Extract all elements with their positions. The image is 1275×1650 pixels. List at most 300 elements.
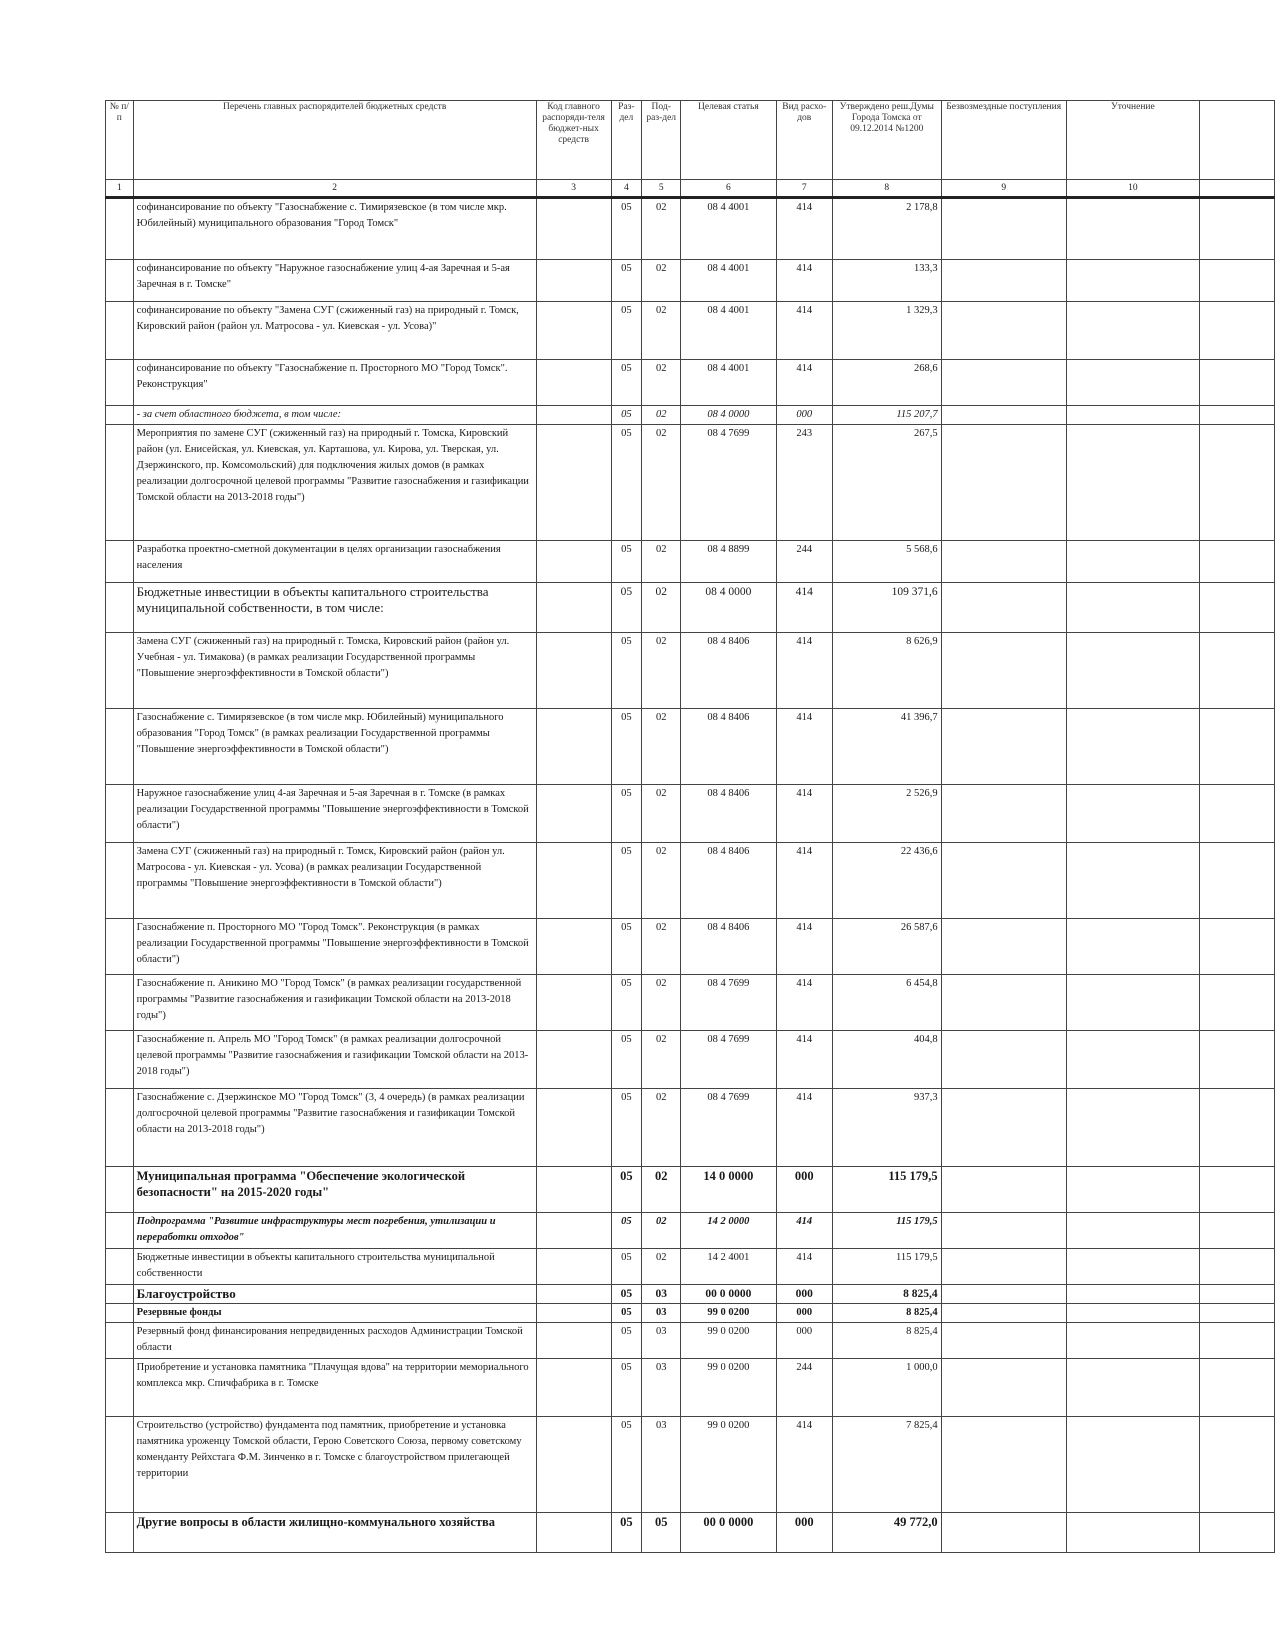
cell-podrazdel: 03 (642, 1285, 681, 1304)
budget-table (105, 100, 1275, 1553)
cell-amount: 404,8 (832, 1031, 941, 1089)
cell-expense-type: 414 (776, 302, 832, 360)
cell-podrazdel: 02 (642, 583, 681, 633)
cell-free-receipts (941, 919, 1066, 975)
cell-extra (1200, 709, 1275, 785)
cell-razdel: 05 (611, 1089, 642, 1167)
cell-free-receipts (941, 1249, 1066, 1285)
cell-target-article: 08 4 8899 (681, 541, 776, 583)
cell-free-receipts (941, 260, 1066, 302)
cell-extra (1200, 360, 1275, 406)
cell-podrazdel: 02 (642, 198, 681, 260)
cell-razdel: 05 (611, 1031, 642, 1089)
cell-expense-type: 414 (776, 975, 832, 1031)
cell-code (536, 919, 611, 975)
col-num: 8 (832, 180, 941, 198)
cell-refinement (1066, 843, 1199, 919)
cell-name: Резервный фонд финансирования непредвиденных расходов Администрации Томской области (133, 1323, 536, 1359)
cell-refinement (1066, 260, 1199, 302)
cell-target-article: 08 4 7699 (681, 425, 776, 541)
cell-refinement (1066, 1031, 1199, 1089)
cell-extra (1200, 1513, 1275, 1553)
cell-code (536, 843, 611, 919)
table-row (106, 541, 1275, 583)
cell-amount: 268,6 (832, 360, 941, 406)
table-row (106, 1304, 1275, 1323)
cell-podrazdel: 02 (642, 406, 681, 425)
cell-free-receipts (941, 633, 1066, 709)
cell-free-receipts (941, 709, 1066, 785)
cell-name: Подпрограмма "Развитие инфраструктуры мест погребения, утилизации и переработки отходов" (133, 1213, 536, 1249)
cell-amount: 5 568,6 (832, 541, 941, 583)
header-expense-type: Вид расхо-дов (776, 101, 832, 180)
cell-refinement (1066, 919, 1199, 975)
cell-free-receipts (941, 1285, 1066, 1304)
cell-free-receipts (941, 1323, 1066, 1359)
cell-extra (1200, 1417, 1275, 1513)
cell-expense-type: 414 (776, 360, 832, 406)
table-row (106, 843, 1275, 919)
cell-expense-type: 414 (776, 785, 832, 843)
cell-name: Другие вопросы в области жилищно-коммунального хозяйства (133, 1513, 536, 1553)
cell-number (106, 1304, 134, 1323)
header-approved: Утверждено реш.Думы Города Томска от 09.12.2014 №1200 (832, 101, 941, 180)
cell-number (106, 406, 134, 425)
cell-razdel: 05 (611, 843, 642, 919)
cell-razdel: 05 (611, 360, 642, 406)
cell-name: Газоснабжение с. Тимирязевское (в том числе мкр. Юбилейный) муниципального образования "Город Томск" (в рамках реализации Государственной программы "Повышение энергоэффективности в Томской области") (133, 709, 536, 785)
cell-extra (1200, 1304, 1275, 1323)
cell-amount: 267,5 (832, 425, 941, 541)
cell-podrazdel: 02 (642, 425, 681, 541)
cell-razdel: 05 (611, 583, 642, 633)
cell-code (536, 1304, 611, 1323)
cell-podrazdel: 02 (642, 919, 681, 975)
cell-refinement (1066, 583, 1199, 633)
cell-number (106, 1213, 134, 1249)
cell-amount: 115 179,5 (832, 1213, 941, 1249)
cell-extra (1200, 785, 1275, 843)
cell-free-receipts (941, 1304, 1066, 1323)
cell-target-article: 08 4 8406 (681, 785, 776, 843)
cell-code (536, 1167, 611, 1213)
cell-extra (1200, 302, 1275, 360)
cell-razdel: 05 (611, 260, 642, 302)
table-row (106, 709, 1275, 785)
header-code: Код главного распоряди-теля бюджет-ных средств (536, 101, 611, 180)
cell-expense-type: 000 (776, 1323, 832, 1359)
table-row (106, 1359, 1275, 1417)
cell-razdel: 05 (611, 1323, 642, 1359)
cell-razdel: 05 (611, 425, 642, 541)
col-num: 3 (536, 180, 611, 198)
cell-code (536, 425, 611, 541)
cell-podrazdel: 03 (642, 1359, 681, 1417)
cell-code (536, 1031, 611, 1089)
cell-number (106, 919, 134, 975)
cell-extra (1200, 198, 1275, 260)
cell-number (106, 260, 134, 302)
cell-free-receipts (941, 1167, 1066, 1213)
cell-name: Газоснабжение п. Просторного МО "Город Томск". Реконструкция (в рамках реализации Государственной программы "Повышение энергоэффективности в Томской области") (133, 919, 536, 975)
cell-free-receipts (941, 541, 1066, 583)
cell-number (106, 360, 134, 406)
cell-refinement (1066, 1304, 1199, 1323)
cell-code (536, 975, 611, 1031)
col-num: 10 (1066, 180, 1199, 198)
cell-podrazdel: 03 (642, 1304, 681, 1323)
cell-number (106, 709, 134, 785)
table-row (106, 583, 1275, 633)
col-num: 7 (776, 180, 832, 198)
cell-amount: 8 825,4 (832, 1323, 941, 1359)
cell-refinement (1066, 1213, 1199, 1249)
cell-expense-type: 414 (776, 919, 832, 975)
header-target-article: Целевая статья (681, 101, 776, 180)
cell-refinement (1066, 302, 1199, 360)
header-number: № п/п (106, 101, 134, 180)
cell-expense-type: 414 (776, 1417, 832, 1513)
cell-amount: 1 000,0 (832, 1359, 941, 1417)
cell-razdel: 05 (611, 1359, 642, 1417)
cell-podrazdel: 02 (642, 1249, 681, 1285)
cell-refinement (1066, 1167, 1199, 1213)
cell-extra (1200, 541, 1275, 583)
cell-target-article: 00 0 0000 (681, 1513, 776, 1553)
cell-podrazdel: 02 (642, 1089, 681, 1167)
cell-free-receipts (941, 1031, 1066, 1089)
budget-table-page (105, 100, 1275, 1553)
header-podrazdel: Под-раз-дел (642, 101, 681, 180)
cell-name: Газоснабжение с. Дзержинское МО "Город Томск" (3, 4 очередь) (в рамках реализации долгосрочной целевой программы "Развитие газоснабжения и газификации Томской области на 2013-2018 годы") (133, 1089, 536, 1167)
cell-code (536, 1249, 611, 1285)
cell-razdel: 05 (611, 1417, 642, 1513)
cell-expense-type: 414 (776, 1031, 832, 1089)
cell-code (536, 302, 611, 360)
col-num (1200, 180, 1275, 198)
cell-target-article: 08 4 0000 (681, 406, 776, 425)
table-row (106, 1089, 1275, 1167)
cell-name: Благоустройство (133, 1285, 536, 1304)
cell-code (536, 583, 611, 633)
cell-expense-type: 000 (776, 406, 832, 425)
cell-amount: 8 626,9 (832, 633, 941, 709)
col-num: 4 (611, 180, 642, 198)
cell-target-article: 08 4 8406 (681, 633, 776, 709)
cell-refinement (1066, 541, 1199, 583)
cell-target-article: 08 4 4001 (681, 198, 776, 260)
cell-extra (1200, 1031, 1275, 1089)
cell-number (106, 1359, 134, 1417)
cell-podrazdel: 02 (642, 1031, 681, 1089)
cell-number (106, 583, 134, 633)
cell-extra (1200, 843, 1275, 919)
col-num: 6 (681, 180, 776, 198)
cell-target-article: 14 0 0000 (681, 1167, 776, 1213)
table-row (106, 360, 1275, 406)
cell-name: Муниципальная программа "Обеспечение экологической безопасности" на 2015-2020 годы" (133, 1167, 536, 1213)
cell-podrazdel: 02 (642, 260, 681, 302)
cell-expense-type: 414 (776, 1249, 832, 1285)
cell-razdel: 05 (611, 1213, 642, 1249)
table-row (106, 406, 1275, 425)
cell-amount: 8 825,4 (832, 1304, 941, 1323)
cell-name: Замена СУГ (сжиженный газ) на природный г. Томск, Кировский район (район ул. Матросова - ул. Киевская - ул. Усова) (в рамках реализации Государственной программы "Повышение энергоэффективности в Томской области") (133, 843, 536, 919)
cell-expense-type: 414 (776, 1089, 832, 1167)
cell-number (106, 198, 134, 260)
cell-expense-type: 414 (776, 260, 832, 302)
cell-target-article: 08 4 8406 (681, 709, 776, 785)
cell-number (106, 843, 134, 919)
cell-expense-type: 000 (776, 1304, 832, 1323)
cell-refinement (1066, 425, 1199, 541)
table-row (106, 1213, 1275, 1249)
cell-refinement (1066, 1359, 1199, 1417)
cell-amount: 6 454,8 (832, 975, 941, 1031)
cell-code (536, 198, 611, 260)
cell-target-article: 08 4 4001 (681, 360, 776, 406)
cell-amount: 8 825,4 (832, 1285, 941, 1304)
cell-extra (1200, 1213, 1275, 1249)
cell-amount: 49 772,0 (832, 1513, 941, 1553)
col-num: 5 (642, 180, 681, 198)
cell-expense-type: 414 (776, 843, 832, 919)
table-row (106, 425, 1275, 541)
cell-code (536, 541, 611, 583)
cell-target-article: 08 4 4001 (681, 260, 776, 302)
cell-razdel: 05 (611, 633, 642, 709)
cell-expense-type: 414 (776, 633, 832, 709)
cell-razdel: 05 (611, 785, 642, 843)
cell-podrazdel: 02 (642, 541, 681, 583)
table-row (106, 1167, 1275, 1213)
cell-target-article: 14 2 0000 (681, 1213, 776, 1249)
cell-name: софинансирование по объекту "Газоснабжение с. Тимирязевское (в том числе мкр. Юбилейный) муниципального образования "Город Томск" (133, 198, 536, 260)
cell-expense-type: 000 (776, 1167, 832, 1213)
cell-name: Бюджетные инвестиции в объекты капитального строительства муниципальной собственности (133, 1249, 536, 1285)
cell-podrazdel: 02 (642, 302, 681, 360)
cell-razdel: 05 (611, 1249, 642, 1285)
cell-free-receipts (941, 785, 1066, 843)
cell-refinement (1066, 709, 1199, 785)
col-num: 2 (133, 180, 536, 198)
cell-code (536, 406, 611, 425)
cell-extra (1200, 583, 1275, 633)
cell-code (536, 1089, 611, 1167)
cell-podrazdel: 02 (642, 975, 681, 1031)
col-num: 9 (941, 180, 1066, 198)
cell-name: софинансирование по объекту "Наружное газоснабжение улиц 4-ая Заречная и 5-ая Заречная в г. Томске" (133, 260, 536, 302)
cell-expense-type: 414 (776, 709, 832, 785)
cell-code (536, 260, 611, 302)
cell-free-receipts (941, 302, 1066, 360)
cell-target-article: 08 4 7699 (681, 975, 776, 1031)
cell-number (106, 1089, 134, 1167)
column-numbers-row (106, 180, 1275, 198)
cell-amount: 937,3 (832, 1089, 941, 1167)
cell-number (106, 975, 134, 1031)
cell-target-article: 08 4 0000 (681, 583, 776, 633)
table-row (106, 302, 1275, 360)
cell-refinement (1066, 198, 1199, 260)
cell-number (106, 1167, 134, 1213)
cell-free-receipts (941, 975, 1066, 1031)
cell-extra (1200, 633, 1275, 709)
cell-podrazdel: 02 (642, 785, 681, 843)
cell-target-article: 00 0 0000 (681, 1285, 776, 1304)
cell-name: софинансирование по объекту "Газоснабжение п. Просторного МО "Город Томск". Реконструкция" (133, 360, 536, 406)
cell-code (536, 709, 611, 785)
cell-free-receipts (941, 1513, 1066, 1553)
cell-code (536, 633, 611, 709)
cell-podrazdel: 03 (642, 1323, 681, 1359)
cell-number (106, 1031, 134, 1089)
cell-podrazdel: 02 (642, 1213, 681, 1249)
cell-name: Разработка проектно-сметной документации в целях организации газоснабжения населения (133, 541, 536, 583)
cell-extra (1200, 919, 1275, 975)
cell-code (536, 1359, 611, 1417)
cell-podrazdel: 03 (642, 1417, 681, 1513)
cell-code (536, 785, 611, 843)
cell-name: Газоснабжение п. Апрель МО "Город Томск" (в рамках реализации долгосрочной целевой программы "Развитие газоснабжения и газификации Томской области на 2013-2018 годы") (133, 1031, 536, 1089)
cell-name: Наружное газоснабжение улиц 4-ая Заречная и 5-ая Заречная в г. Томске (в рамках реализации Государственной программы "Повышение энергоэффективности в Томской области") (133, 785, 536, 843)
cell-target-article: 08 4 7699 (681, 1089, 776, 1167)
cell-number (106, 1417, 134, 1513)
cell-target-article: 99 0 0200 (681, 1417, 776, 1513)
header-extra (1200, 101, 1275, 180)
cell-code (536, 1213, 611, 1249)
cell-extra (1200, 975, 1275, 1031)
cell-refinement (1066, 406, 1199, 425)
cell-amount: 109 371,6 (832, 583, 941, 633)
header-name: Перечень главных распорядителей бюджетных средств (133, 101, 536, 180)
cell-number (106, 1285, 134, 1304)
cell-extra (1200, 1359, 1275, 1417)
cell-code (536, 1513, 611, 1553)
cell-target-article: 99 0 0200 (681, 1304, 776, 1323)
cell-amount: 7 825,4 (832, 1417, 941, 1513)
cell-number (106, 633, 134, 709)
cell-refinement (1066, 1323, 1199, 1359)
cell-extra (1200, 260, 1275, 302)
header-row (106, 101, 1275, 180)
cell-name: - за счет областного бюджета, в том числе: (133, 406, 536, 425)
cell-target-article: 14 2 4001 (681, 1249, 776, 1285)
cell-target-article: 99 0 0200 (681, 1323, 776, 1359)
cell-expense-type: 243 (776, 425, 832, 541)
cell-razdel: 05 (611, 1167, 642, 1213)
cell-free-receipts (941, 406, 1066, 425)
cell-expense-type: 000 (776, 1513, 832, 1553)
cell-podrazdel: 02 (642, 843, 681, 919)
cell-amount: 133,3 (832, 260, 941, 302)
cell-extra (1200, 406, 1275, 425)
cell-refinement (1066, 1513, 1199, 1553)
cell-free-receipts (941, 425, 1066, 541)
cell-number (106, 302, 134, 360)
cell-free-receipts (941, 360, 1066, 406)
table-row (106, 975, 1275, 1031)
cell-target-article: 08 4 8406 (681, 843, 776, 919)
cell-free-receipts (941, 1417, 1066, 1513)
cell-expense-type: 244 (776, 1359, 832, 1417)
cell-name: Замена СУГ (сжиженный газ) на природный г. Томска, Кировский район (район ул. Учебная - ул. Тимакова) (в рамках реализации Государственной программы "Повышение энергоэффективности в Томской области") (133, 633, 536, 709)
cell-code (536, 1323, 611, 1359)
cell-razdel: 05 (611, 1513, 642, 1553)
cell-number (106, 541, 134, 583)
cell-number (106, 1513, 134, 1553)
cell-amount: 1 329,3 (832, 302, 941, 360)
header-free-receipts: Безвозмездные поступления (941, 101, 1066, 180)
cell-razdel: 05 (611, 1285, 642, 1304)
table-row (106, 198, 1275, 260)
cell-number (106, 425, 134, 541)
cell-extra (1200, 1089, 1275, 1167)
cell-razdel: 05 (611, 919, 642, 975)
cell-podrazdel: 05 (642, 1513, 681, 1553)
cell-refinement (1066, 785, 1199, 843)
cell-number (106, 1249, 134, 1285)
cell-amount: 2 178,8 (832, 198, 941, 260)
cell-expense-type: 000 (776, 1285, 832, 1304)
cell-name: Мероприятия по замене СУГ (сжиженный газ) на природный г. Томска, Кировский район (ул. Енисейская, ул. Киевская, ул. Карташова, ул. Кирова, ул. Тверская, ул. Дзержинского, пр. Комсомольский) для подключения жилых домов (в рамках реализации долгосрочной целевой программы "Развитие газоснабжения и газификации Томской области на 2013-2018 годы") (133, 425, 536, 541)
cell-amount: 115 179,5 (832, 1167, 941, 1213)
header-razdel: Раз-дел (611, 101, 642, 180)
cell-name: Приобретение и установка памятника "Плачущая вдова" на территории мемориального комплекса мкр. Спичфабрика в г. Томске (133, 1359, 536, 1417)
cell-extra (1200, 1167, 1275, 1213)
cell-extra (1200, 1249, 1275, 1285)
cell-code (536, 360, 611, 406)
cell-amount: 26 587,6 (832, 919, 941, 975)
cell-free-receipts (941, 198, 1066, 260)
cell-number (106, 1323, 134, 1359)
table-row (106, 1417, 1275, 1513)
table-row (106, 1513, 1275, 1553)
cell-amount: 115 207,7 (832, 406, 941, 425)
cell-refinement (1066, 975, 1199, 1031)
cell-target-article: 08 4 8406 (681, 919, 776, 975)
header-refinement: Уточнение (1066, 101, 1199, 180)
cell-refinement (1066, 360, 1199, 406)
cell-amount: 2 526,9 (832, 785, 941, 843)
cell-expense-type: 244 (776, 541, 832, 583)
cell-amount: 22 436,6 (832, 843, 941, 919)
cell-extra (1200, 425, 1275, 541)
cell-razdel: 05 (611, 198, 642, 260)
cell-podrazdel: 02 (642, 709, 681, 785)
cell-extra (1200, 1285, 1275, 1304)
cell-code (536, 1285, 611, 1304)
table-row (106, 919, 1275, 975)
cell-razdel: 05 (611, 1304, 642, 1323)
cell-podrazdel: 02 (642, 360, 681, 406)
table-row (106, 633, 1275, 709)
cell-free-receipts (941, 843, 1066, 919)
cell-podrazdel: 02 (642, 633, 681, 709)
cell-free-receipts (941, 583, 1066, 633)
cell-razdel: 05 (611, 302, 642, 360)
cell-refinement (1066, 1417, 1199, 1513)
cell-target-article: 08 4 7699 (681, 1031, 776, 1089)
cell-number (106, 785, 134, 843)
cell-expense-type: 414 (776, 1213, 832, 1249)
table-row (106, 260, 1275, 302)
cell-code (536, 1417, 611, 1513)
cell-name: Газоснабжение п. Аникино МО "Город Томск" (в рамках реализации государственной программы "Развитие газоснабжения и газификации Томской области на 2013-2018 годы") (133, 975, 536, 1031)
cell-extra (1200, 1323, 1275, 1359)
table-row (106, 1031, 1275, 1089)
cell-name: Резервные фонды (133, 1304, 536, 1323)
